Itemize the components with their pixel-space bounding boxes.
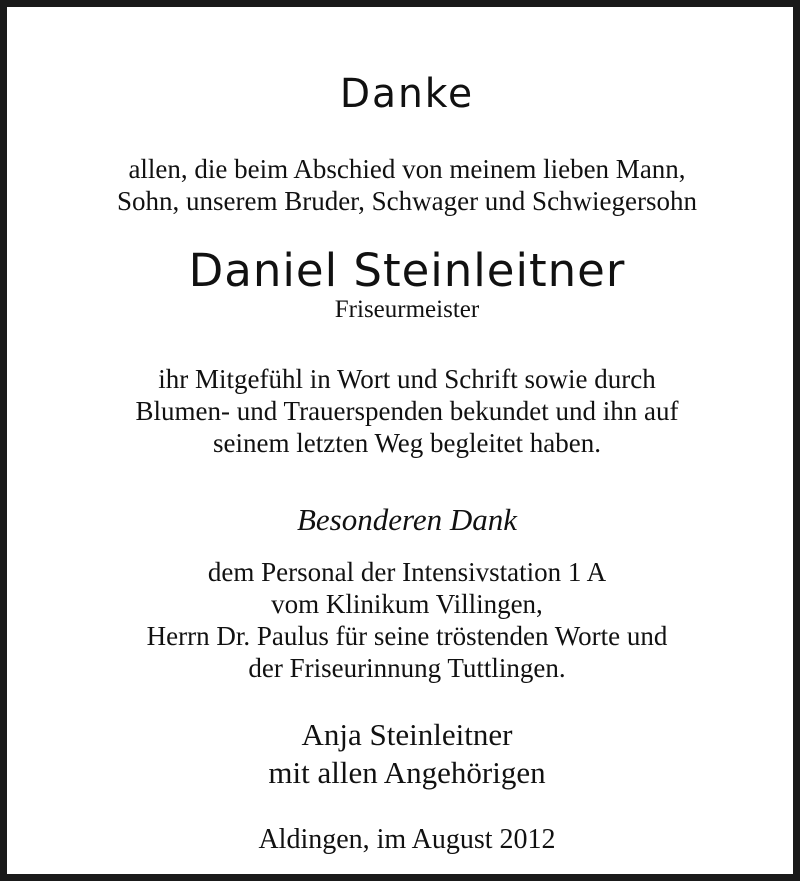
message-line: Blumen- und Trauerspenden bekundet und ihn auf <box>135 396 679 426</box>
deceased-name: Daniel Steinleitner <box>188 244 626 297</box>
signature-line: mit allen Angehörigen <box>268 755 546 790</box>
special-thanks-line: Herrn Dr. Paulus für seine tröstenden Worte und <box>146 621 668 651</box>
intro-line: allen, die beim Abschied von meinem lieben Mann, <box>128 154 686 184</box>
deceased-profession: Friseurmeister <box>334 296 480 323</box>
notice-heading: Danke <box>339 71 475 117</box>
special-thanks-heading: Besonderen Dank <box>296 502 518 537</box>
special-thanks-line: dem Personal der Intensivstation 1 A <box>207 557 607 587</box>
special-thanks-line: vom Klinikum Villingen, <box>271 589 543 619</box>
notice-content <box>14 14 800 881</box>
signature-line: Anja Steinleitner <box>301 717 513 752</box>
intro-text <box>14 153 800 217</box>
place-and-date: Aldingen, im August 2012 <box>258 824 556 855</box>
intro-line: Sohn, unserem Bruder, Schwager und Schwiegersohn <box>116 186 698 216</box>
special-thanks-line: der Friseurinnung Tuttlingen. <box>248 653 566 683</box>
thanks-message <box>14 363 800 459</box>
message-line: seinem letzten Weg begleitet haben. <box>213 428 601 458</box>
special-thanks-text <box>14 556 800 684</box>
message-line: ihr Mitgefühl in Wort und Schrift sowie durch <box>158 364 656 394</box>
signature-block <box>14 716 800 792</box>
